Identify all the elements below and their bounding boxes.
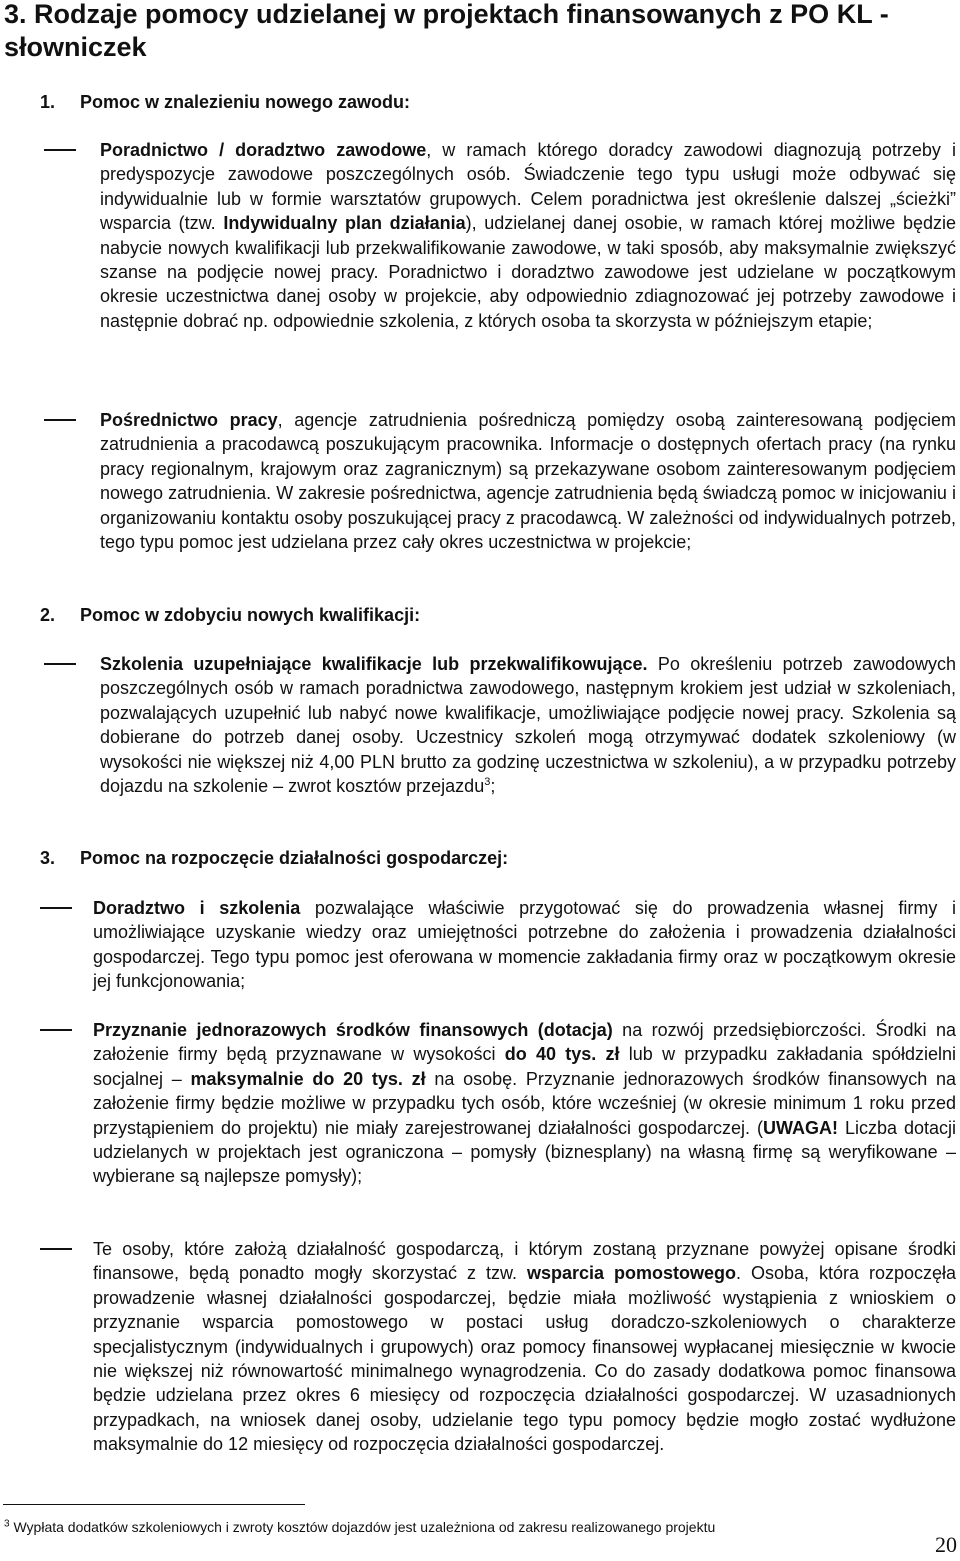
section-title: Pomoc w zdobyciu nowych kwalifikacji: bbox=[80, 605, 421, 625]
item-text bbox=[100, 408, 956, 554]
item-term: wsparcia pomostowego bbox=[526, 1263, 736, 1284]
item-body: , w ramach którego doradcy zawodowi diagnozują potrzeby i predyspozycje zawodowe poszczególnych osób. Świadczenie tego typu usługi może odbywać się indywidualnie lub w formie warsztatów grupowych. Celem poradnictwa jest określenie dalszej „ścieżki” wsparcia (tzw. bbox=[100, 140, 956, 234]
footnote-separator bbox=[3, 1504, 305, 1505]
item-text bbox=[93, 1018, 956, 1189]
item-text bbox=[100, 652, 956, 798]
item-body: . Osoba, która rozpoczęła prowadzenie własnej działalności gospodarczej, będzie miała możliwość wystąpienia z wnioskiem o przyznanie wsparcia pomostowego w postaci usług doradczo-szkoleniowych o charakterze specjalistycznym (indywidualnych i grupowych) oraz pomocy finansowej wypłacanej miesięcznie w kwocie nie większej niż równowartość minimalnego wynagrodzenia. Co do zasady dodatkowa pomoc finansowa będzie udzielana przez okres 6 miesięcy od rozpoczęcia działalności gospodarczej. W uzasadnionych przypadkach, na wniosek danej osoby, udzielanie tego typu pomocy będzie mogło zostać wydłużone maksymalnie do 12 miesięcy od rozpoczęcia działalności gospodarczej. bbox=[93, 1263, 956, 1455]
list-item bbox=[100, 652, 956, 798]
section-3-heading bbox=[40, 846, 508, 870]
section-1-heading bbox=[40, 90, 410, 114]
footnote bbox=[4, 1518, 715, 1536]
dash-bullet-icon bbox=[40, 907, 72, 909]
list-item bbox=[93, 896, 956, 994]
section-title: Pomoc na rozpoczęcie działalności gospodarczej: bbox=[80, 848, 509, 868]
item-body: Te osoby, które założą działalność gospodarczą, i którym zostaną przyznane powyżej opisane środki finansowe, będą ponadto mogły skorzystać z tzw. bbox=[93, 1239, 956, 1284]
page-title: 3. Rodzaje pomocy udzielanej w projektach finansowanych z PO KL - słowniczek bbox=[4, 0, 889, 62]
list-item bbox=[93, 1018, 956, 1189]
item-body: Po określeniu potrzeb zawodowych poszczególnych osób w ramach poradnictwa zawodowego, następnym krokiem jest udział w szkoleniach, pozwalających uzupełnić lub nabyć nowe kwalifikacje, umożliwiające podjęcie nowej pracy. Szkolenia są dobierane do potrzeb danej osoby. Uczestnicy szkoleń mogą otrzymywać dodatek szkoleniowy (w wysokości nie większej niż 4,00 PLN brutto za godzinę uczestnictwa w szkoleniu), a w przypadku potrzeby dojazdu na szkolenie – zwrot kosztów przejazdu bbox=[100, 654, 956, 797]
item-term: Szkolenia uzupełniające kwalifikacje lub przekwalifikowujące. bbox=[100, 654, 648, 674]
dash-bullet-icon bbox=[40, 1029, 72, 1031]
dash-bullet-icon bbox=[40, 1248, 72, 1250]
dash-bullet-icon bbox=[44, 419, 76, 421]
page-number: 20 bbox=[935, 1532, 957, 1557]
footnote-ref: 3 bbox=[484, 776, 491, 789]
item-body: Liczba dotacji udzielanych w projektach jest ograniczona – pomysły (biznesplany) na własną firmę są weryfikowane – wybierane są najlepsze pomysły); bbox=[93, 1117, 956, 1187]
section-number: 1. bbox=[40, 92, 56, 112]
item-body: na rozwój przedsiębiorczości. Środki na założenie firmy będą przyznawane w wysokości bbox=[93, 1020, 956, 1065]
item-term: Pośrednictwo pracy bbox=[100, 410, 278, 430]
item-term: Poradnictwo / doradztwo zawodowe bbox=[100, 140, 427, 160]
item-term: Indywidualny plan działania bbox=[223, 213, 466, 234]
item-body: , agencje zatrudnienia pośredniczą pomiędzy osobą zainteresowaną podjęciem zatrudnienia a pracodawcą poszukującym pracownika. Informacje o dostępnych ofertach pracy (na rynku pracy regionalnym, krajowym oraz zagranicznym) są przekazywane osobom zainteresowanym podjęciem nowego zatrudnienia. W zakresie pośrednictwa, agencje zatrudnienia będą świadczą pomoc w inicjowaniu i organizowaniu kontaktu osoby poszukującej pracy z pracodawcą. W zależności od indywidualnych potrzeb, tego typu pomoc jest udzielana przez cały okres uczestnictwa w projekcie; bbox=[100, 410, 956, 553]
item-body: ; bbox=[490, 776, 496, 797]
list-item bbox=[93, 1237, 956, 1457]
section-title: Pomoc w znalezieniu nowego zawodu: bbox=[80, 92, 411, 112]
item-text bbox=[93, 1237, 956, 1457]
item-text bbox=[93, 896, 956, 994]
footnote-number: 3 bbox=[4, 1518, 10, 1530]
item-term: do 40 tys. zł bbox=[504, 1044, 620, 1065]
item-term: UWAGA! bbox=[763, 1117, 838, 1138]
item-body: pozwalające właściwie przygotować się do prowadzenia własnej firmy i umożliwiające uzyskanie wiedzy oraz umiejętności potrzebne do założenia i prowadzenia działalności gospodarczej. Tego typu pomoc jest oferowana w momencie zakładania firmy oraz w początkowym okresie jej funkcjonowania; bbox=[93, 898, 956, 992]
item-body: ), udzielanej danej osobie, w ramach której możliwe będzie nabycie nowych kwalifikacji lub przekwalifikowanie zawodowe, w taki sposób, aby maksymalnie zwiększyć szanse na podjęcie nowej pracy. Poradnictwo i doradztwo zawodowe jest udzielane w początkowym okresie uczestnictwa danej osoby w projekcie, aby odpowiednio zdiagnozować jej potrzeby zawodowe i następnie dobrać np. odpowiednie szkolenia, z których osoba ta skorzysta w późniejszym etapie; bbox=[100, 213, 956, 331]
footnote-text: Wypłata dodatków szkoleniowych i zwroty kosztów dojazdów jest uzależniona od zakresu realizowanego projektu bbox=[13, 1519, 716, 1535]
section-number: 3. bbox=[40, 848, 56, 868]
item-term: maksymalnie do 20 tys. zł bbox=[190, 1068, 426, 1089]
dash-bullet-icon bbox=[44, 149, 76, 151]
dash-bullet-icon bbox=[44, 663, 76, 665]
section-number: 2. bbox=[40, 605, 56, 625]
item-body: lub w przypadku zakładania spółdzielni socjalnej – bbox=[93, 1044, 956, 1089]
item-text bbox=[100, 138, 956, 333]
section-2-heading bbox=[40, 603, 420, 627]
list-item bbox=[100, 138, 956, 333]
item-body: na osobę. Przyznanie jednorazowych środków finansowych na założenie firmy będzie możliwe w przypadku tych osób, które wcześniej (w okresie minimum 1 roku przed przystąpieniem do projektu) nie miały zarejestrowanej działalności gospodarczej. ( bbox=[93, 1068, 956, 1138]
list-item bbox=[100, 408, 956, 554]
item-term: Przyznanie jednorazowych środków finansowych (dotacja) bbox=[93, 1020, 613, 1040]
item-term: Doradztwo i szkolenia bbox=[93, 898, 301, 918]
